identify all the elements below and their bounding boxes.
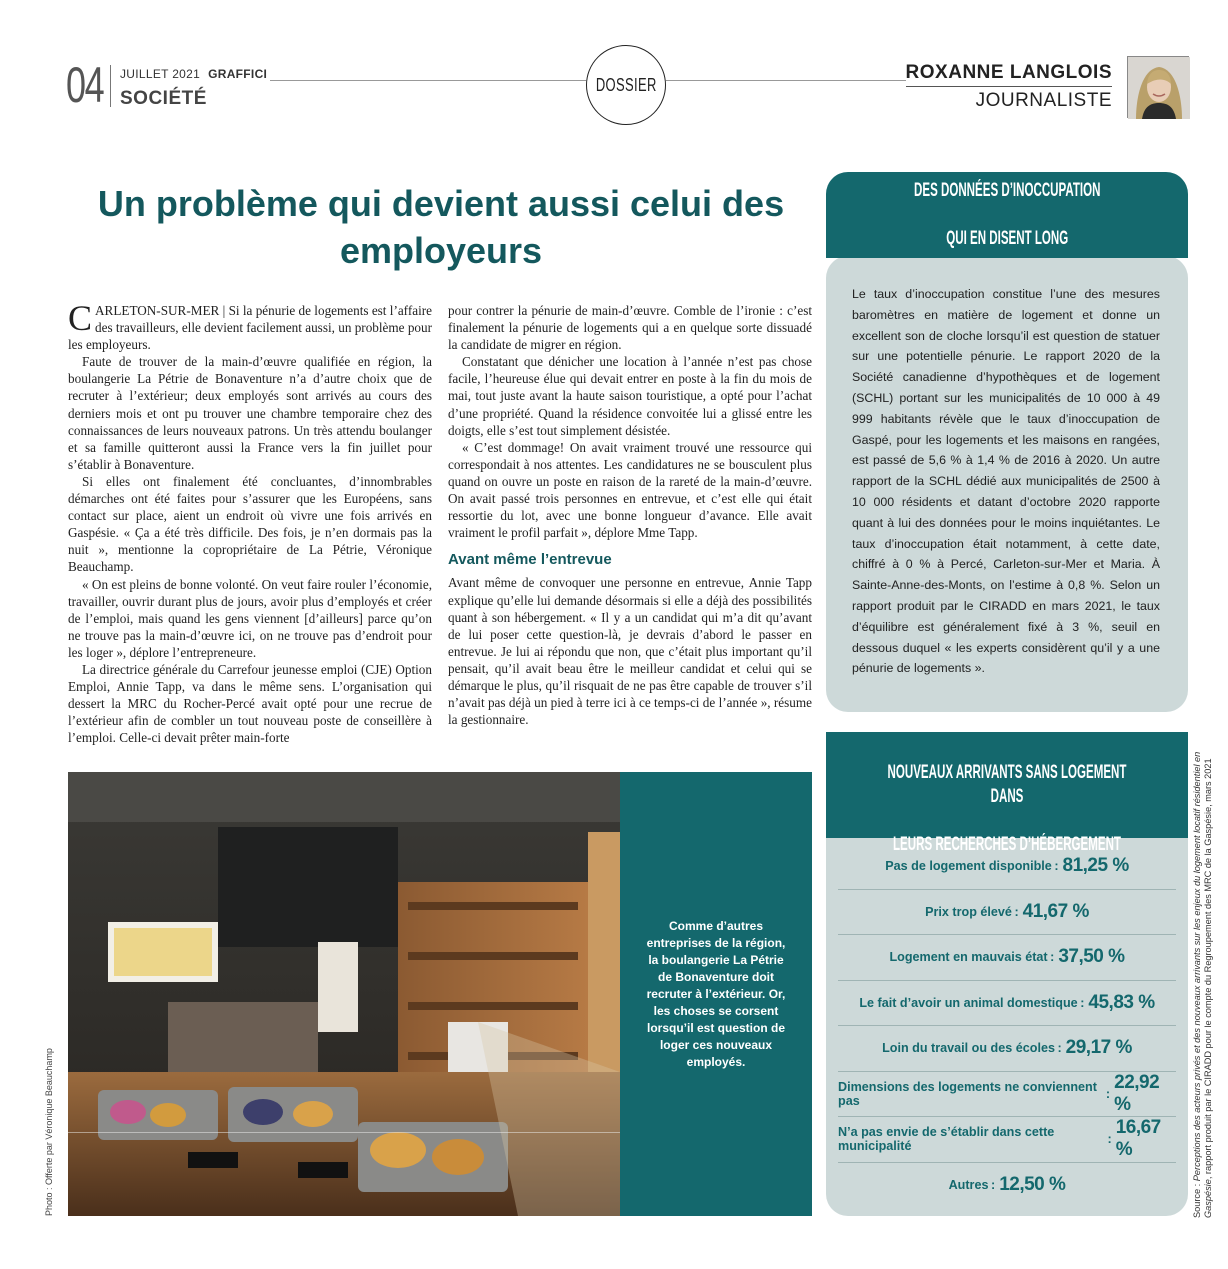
obstacle-item [838, 890, 1176, 936]
article-column-1 [68, 298, 432, 746]
vacancy-data-text: Le taux d’inoccupation constitue l’une des mesures baromètres en matière de logement et donne un excellent son de cloche lorsqu’il est question de statuer sur une potentielle pénurie. Le rapport 2020 de la Société canadienne d’hypothèques et de logement (SCHL) portant sur les municipalités de 10 000 à 49 999 habitants révèle que le taux d’inoccupation de Gaspé, pour les logements et les maisons en rangées, est passé de 5,6 % à 1,4 % de 2016 à 2020. Un autre rapport de la SCHL dédié aux municipalités de 2500 à 10 000 résidents et datant d’octobre 2020 rapporte quant à lui des données pour le moins inquiétantes. Le taux d’inoccupation était notamment, à cette date, chiffré à 0 % à Percé, Carleton-sur-Mer et Maria. À Sainte-Anne-des-Monts, on l’estime à 0,8 %. Selon un rapport produit par le CIRADD en mars 2021, le taux d’équilibre est généralement fixé à 3 %, seuil en dessous duquel « les experts considèrent qu’il y a une pénurie de logements ». [852, 287, 1160, 676]
paragraph: Avant même de convoquer une personne en entrevue, Annie Tapp explique qu’elle lui demande désormais si elle a déjà des possibilités quant à son hébergement. « Il y a un candidat qui m’a dit qu’avant de lui poser cette question-là, je devrais d’abord le passer en entrevue. Je lui ai répondu que non, que c’était plus important qu’il pensait, qu’il avait beau être le meilleur candidat et celui qui se démarque le plus, qu’il risquait de ne pas être capable de trouver s’il n’avait pas déjà un pied à terre ici à ce temps-ci de l’année », résume la gestionnaire. [448, 575, 812, 728]
obstacle-colon: : [1011, 904, 1019, 919]
header-rule-right [666, 80, 906, 81]
paragraph: Faute de trouver de la main-d’œuvre qualifiée en région, la boulangerie La Pétrie de Bonaventure n’a d’autre choix que de recruter à l’extérieur; deux employés sont arrivés au cours des derniers mois et ont pu trouver une chambre temporaire chez des connaissances de leurs nouveaux patrons. Un très attendu boulanger et sa famille quitteront aussi la France vers la fin juillet pour s’établir à Bonaventure. [68, 354, 432, 472]
obstacle-item [838, 844, 1176, 890]
obstacle-item [838, 981, 1176, 1027]
issue-date [120, 67, 267, 81]
header-separator [110, 65, 111, 107]
obstacles-source [1192, 748, 1214, 1218]
source-title: Perceptions des acteurs privés et des nouveaux arrivants sur les enjeux du logement locatif résidentiel en Gaspésie [1192, 751, 1213, 1218]
obstacle-label: Prix trop élevé [925, 904, 1012, 919]
article-lead [68, 298, 432, 353]
obstacle-value: 29,17 % [1065, 1037, 1132, 1059]
paragraph: « C’est dommage! On avait vraiment trouvé une ressource qui correspondait à nos attentes. Les candidatures ne se bousculent plus quand on ouvre un poste en raison de la rareté de la main-d’œuvre. On avait passé trois personnes en entrevue, et c’est elle qui était ressortie du lot, avec une bonne longueur d’avance. Elle avait vraiment le profil parfait », déplore Mme Tapp. [448, 439, 812, 541]
source-prefix: Source : [1192, 1181, 1202, 1218]
obstacle-item [838, 935, 1176, 981]
paragraph: pour contrer la pénurie de main-d’œuvre. Comble de l’ironie : c’est finalement la pénurie de logements qui a en quelque sorte dissuadé la candidate de migrer en région. [448, 303, 812, 353]
dossier-label: DOSSIER [595, 74, 657, 95]
obstacle-item [838, 1117, 1176, 1163]
obstacle-colon: : [1077, 995, 1085, 1010]
obstacle-colon: : [1104, 1132, 1112, 1147]
obstacle-label: Dimensions des logements ne conviennent pas [838, 1079, 1097, 1108]
vacancy-title-line-1: DES DONNÉES D’INOCCUPATION [913, 180, 1101, 201]
drop-cap: C [68, 298, 93, 338]
obstacles-title-line-1: LES OBSTACLES RENCONTRÉS PAR LES [890, 714, 1124, 735]
author-portrait-icon [1128, 57, 1190, 119]
issue-date-text: JUILLET 2021 [120, 67, 201, 81]
source-details: , rapport produit par le CIRADD pour le compte du Regroupement des MRC de la Gaspésie, mars 2021 [1203, 758, 1213, 1180]
author-block [906, 62, 1112, 112]
obstacle-label: Pas de logement disponible [885, 859, 1052, 874]
header-rule-left [270, 80, 586, 81]
obstacle-value: 22,92 % [1114, 1071, 1160, 1115]
obstacles-title [835, 713, 1178, 857]
obstacles-list [826, 844, 1188, 1208]
obstacle-colon: : [1054, 1041, 1062, 1056]
obstacle-colon: : [1047, 950, 1055, 965]
obstacles-title-line-3: LEURS RECHERCHES D’HÉBERGEMENT [892, 834, 1121, 855]
obstacle-value: 37,50 % [1058, 946, 1125, 968]
obstacle-value: 81,25 % [1062, 855, 1129, 877]
obstacle-colon: : [988, 1178, 996, 1193]
obstacle-value: 16,67 % [1115, 1117, 1161, 1161]
vacancy-data-header [826, 172, 1188, 258]
vacancy-title-line-2: QUI EN DISENT LONG [945, 228, 1069, 249]
obstacles-box [826, 714, 1188, 1216]
vacancy-data-title [887, 179, 1126, 251]
obstacle-colon: : [1051, 859, 1059, 874]
obstacle-colon: : [1103, 1086, 1111, 1101]
article-subhead: Avant même l’entrevue [448, 551, 612, 569]
obstacle-item [838, 1163, 1176, 1209]
obstacle-value: 45,83 % [1088, 991, 1155, 1013]
paragraph: Constatant que dénicher une location à l’année n’est pas chose facile, l’heureuse élue qui devait entrer en poste à la fin du mois de mai, tout juste avant la haute saison touristique, a opté pour l’achat d’une propriété. Quand la résidence convoitée lui a glissé entre les doigts, elle s’est tout simplement désistée. [448, 354, 812, 438]
article-column-2 [448, 302, 812, 728]
obstacle-label: Loin du travail ou des écoles [882, 1041, 1055, 1056]
photo-caption-box [620, 772, 812, 1216]
paragraph: Si elles ont finalement été concluantes, d’innombrables démarches ont été faites pour s’assurer que les Européens, sans contact sur place, aient un endroit où vivre une fois arrivés en Gaspésie. « Ça a été très difficile. Des fois, je n’en dormais pas la nuit », mentionne la copropriétaire de La Pétrie, Véronique Beauchamp. [68, 473, 432, 575]
article-title: Un problème qui devient aussi celui des employeurs [97, 183, 785, 271]
page-number: 04 [66, 57, 104, 113]
author-avatar [1127, 56, 1189, 118]
obstacle-value: 12,50 % [999, 1174, 1066, 1196]
bakery-photo [68, 772, 620, 1216]
obstacle-label: Le fait d’avoir un animal domestique [859, 995, 1078, 1010]
author-rule [906, 86, 1112, 87]
dossier-badge [586, 45, 666, 125]
obstacles-header [826, 714, 1188, 855]
photo-caption: Comme d’autres entreprises de la région, la boulangerie La Pétrie de Bonaventure doit recruter à l’extérieur. Or, les choses se corsent lorsqu’il est question de loger ces nouveaux employés. [646, 918, 786, 1069]
obstacle-label: Autres [948, 1178, 989, 1193]
author-name: ROXANNE LANGLOIS [905, 62, 1112, 83]
section-name: SOCIÉTÉ [120, 88, 207, 109]
obstacle-value: 41,67 % [1022, 900, 1089, 922]
paragraph: « On est pleins de bonne volonté. On veut faire rouler l’économie, travailler, ouvrir durant plus de jours, avoir plus d’employés et créer de l’emploi, mais quand les gens viennent [d’ailleurs] parce qu’on ne trouve pas la main-d’œuvre ici, on ne trouve pas d’endroit pour les loger », déplore l’entrepreneure. [68, 576, 432, 660]
publication-name: GRAFFICI [208, 67, 268, 81]
obstacle-label: N’a pas envie de s’établir dans cette municipalité [838, 1125, 1055, 1154]
obstacle-label: Logement en mauvais état [889, 950, 1048, 965]
obstacles-title-line-2: NOUVEAUX ARRIVANTS SANS LOGEMENT DANS [887, 762, 1127, 807]
obstacle-item [838, 1026, 1176, 1072]
bakery-interior-image [68, 772, 620, 1216]
paragraph: La directrice générale du Carrefour jeunesse emploi (CJE) Option Emploi, Annie Tapp, va dans le même sens. L’organisation qui dessert la MRC du Rocher-Percé avait opté pour une recrue de l’extérieur afin de combler un tout nouveau poste de conseillère à l’emploi. Celle-ci devait prêter main-forte [68, 661, 432, 746]
lead-text: ARLETON-SUR-MER | Si la pénurie de logements est l’affaire des travailleurs, elle devient facilement aussi, un problème pour les employeurs. [68, 303, 432, 353]
author-role: JOURNALISTE [975, 90, 1112, 111]
photo-credit: Photo : Offerte par Véronique Beauchamp [44, 1048, 54, 1216]
obstacle-item [838, 1072, 1176, 1118]
